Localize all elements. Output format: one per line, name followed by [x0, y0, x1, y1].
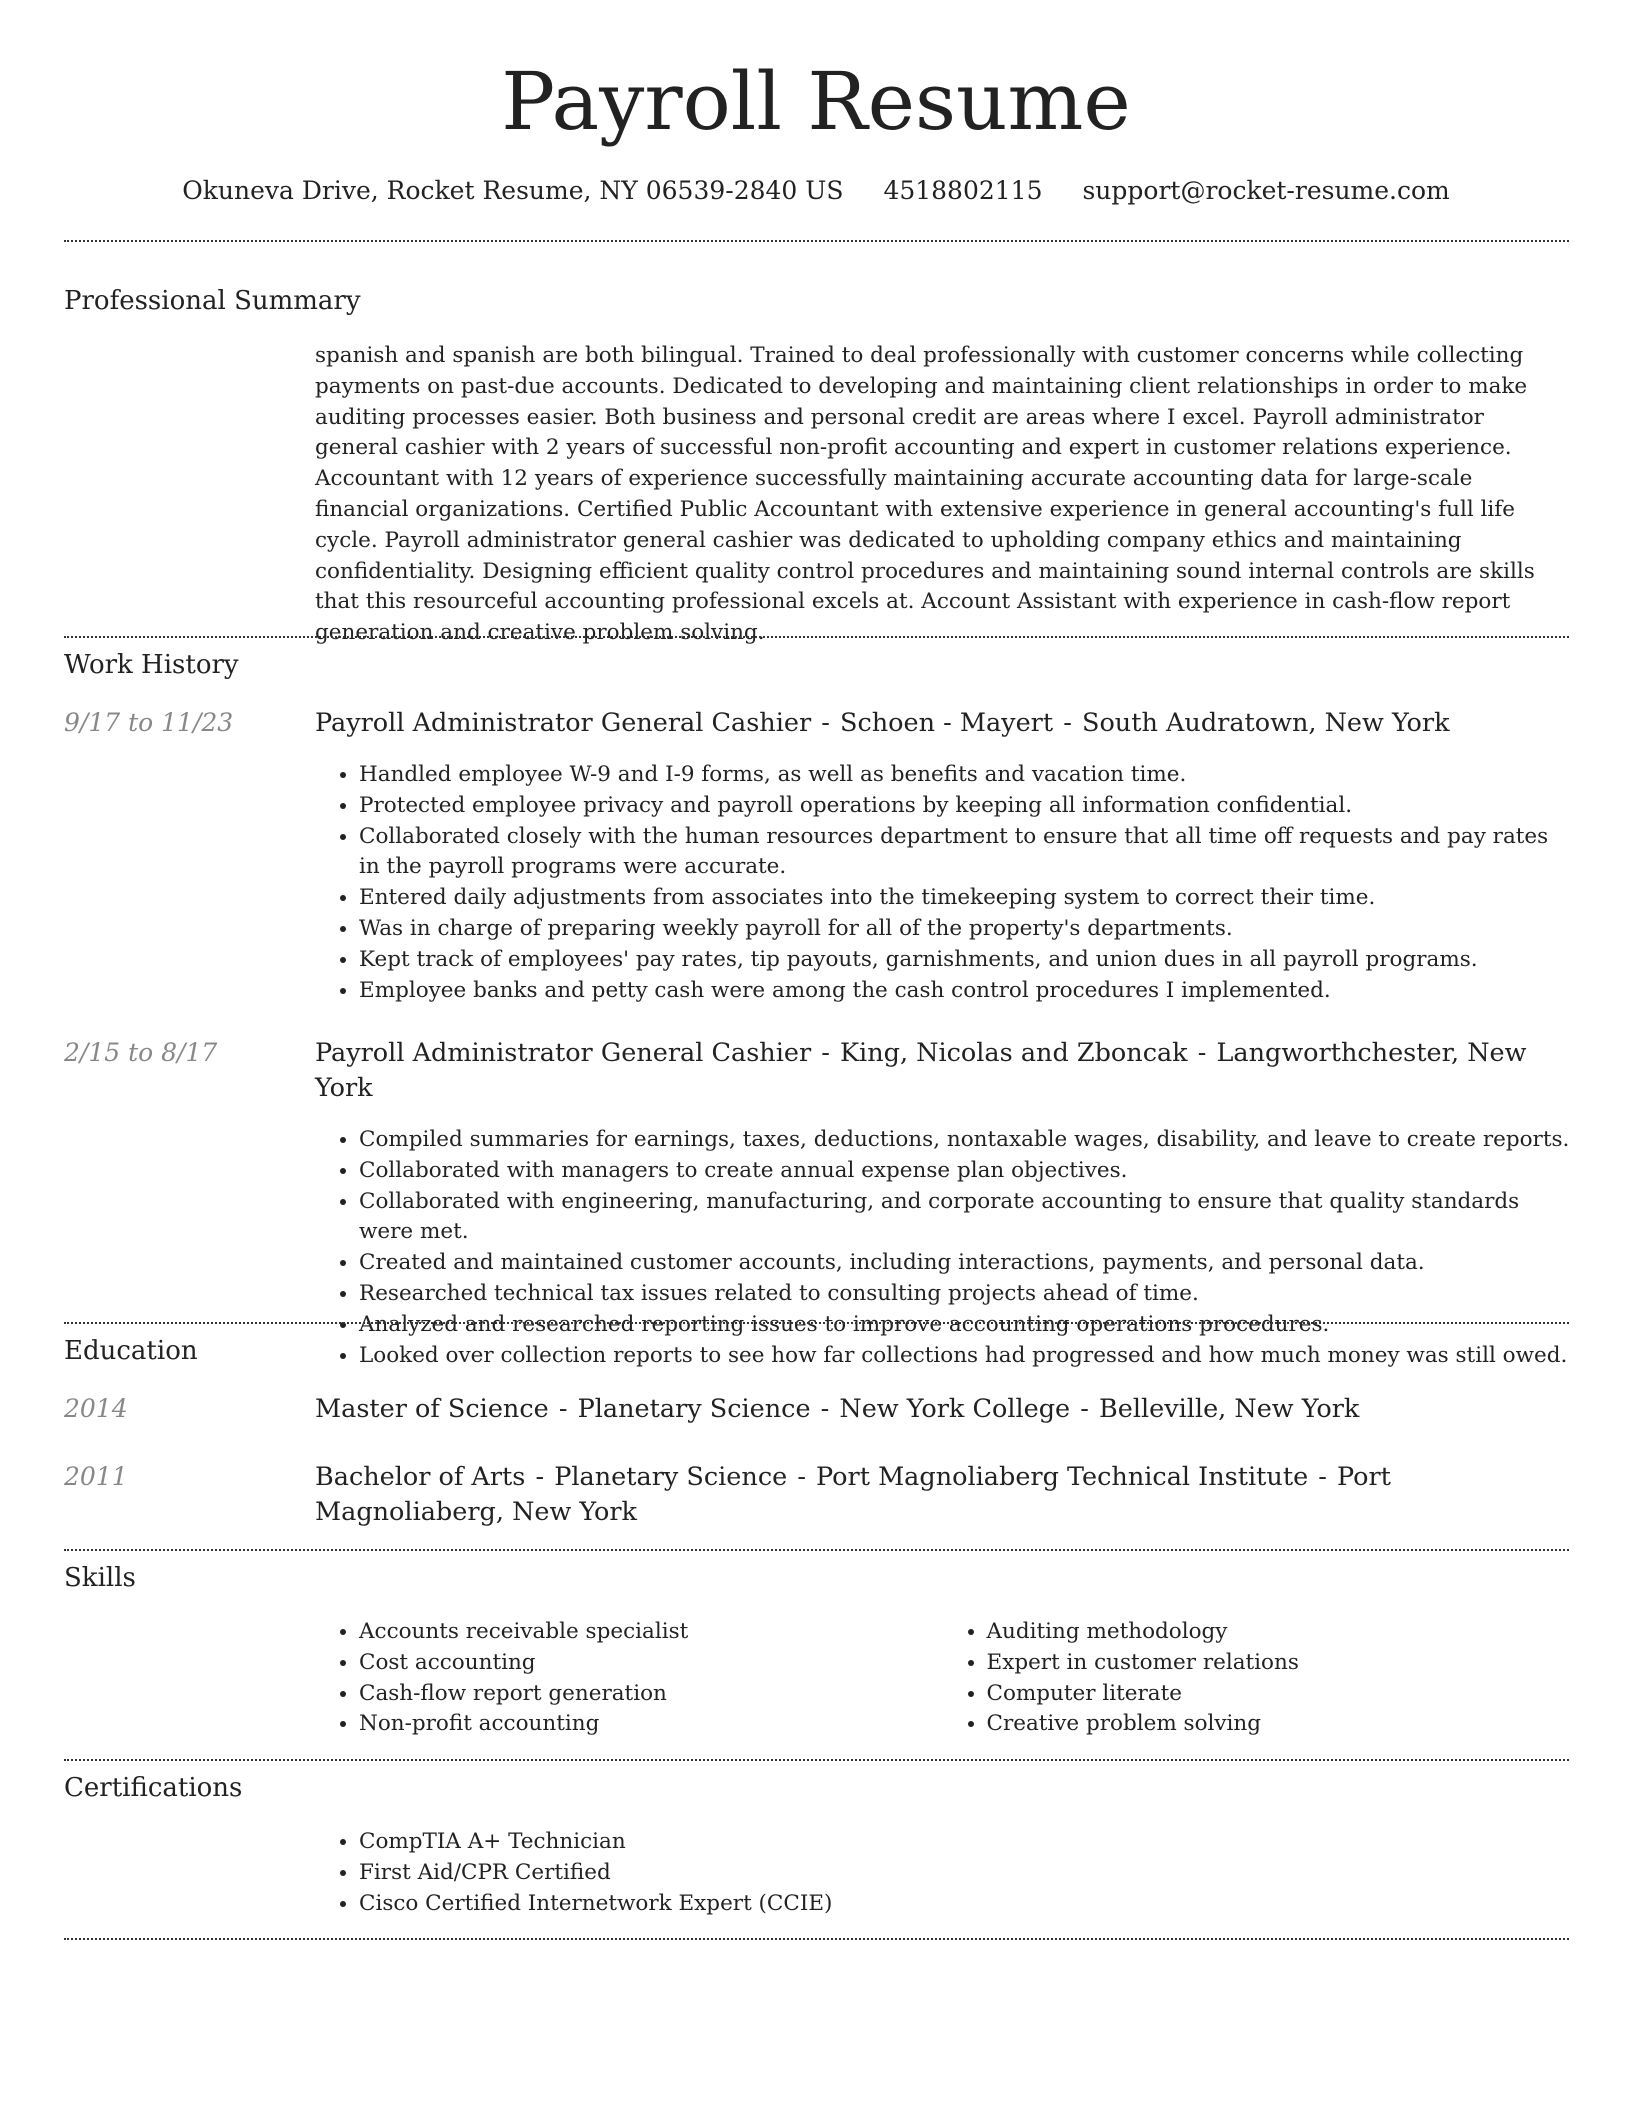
list-item: • Computer literate — [987, 1679, 1571, 1710]
skills-list-right — [943, 1617, 1571, 1740]
job-title — [315, 706, 1570, 741]
job-bullets — [315, 760, 1570, 1006]
list-item: • First Aid/CPR Certified — [359, 1858, 1570, 1889]
separator: - — [797, 1462, 806, 1492]
section-divider — [64, 1549, 1569, 1551]
section-title-summary: Professional Summary — [64, 286, 361, 316]
separator: - — [558, 1394, 568, 1424]
skills-columns — [315, 1617, 1570, 1740]
section-divider — [64, 636, 1569, 638]
job-bullets — [315, 1125, 1570, 1371]
separator: - — [1197, 1038, 1207, 1068]
summary-text: spanish and spanish are both bilingual. Trained to deal professionally with customer concerns while collecting payments on past-due accounts. Dedicated to developing and maintaining client relationships in order to make auditing processes easier. Both business and personal credit are areas where I excel. Payroll administrator general cashier with 2 years of successful non-profit accounting and expert in customer relations experience. Accountant with 12 years of experience successfully maintaining accurate accounting data for large-scale financial organizations. Certified Public Accountant with extensive experience in general accounting's full life cycle. Payroll administrator general cashier was dedicated to upholding company ethics and maintaining confidentiality. Designing efficient quality control procedures and maintaining sound internal controls are skills that this resourceful accounting professional excels at. Account Assistant with experience in cash-flow report generation and creative problem solving. — [315, 343, 1535, 646]
separator: - — [821, 708, 830, 738]
job-role: Payroll Administrator General Cashier — [315, 708, 812, 738]
list-item: • Non-profit accounting — [359, 1709, 943, 1740]
certifications-list — [315, 1827, 1570, 1919]
contact-line — [0, 174, 1632, 208]
education-field: Planetary Science — [554, 1462, 788, 1492]
separator: - — [1063, 708, 1072, 738]
list-item: • Kept track of employees' pay rates, tip payouts, garnishments, and union dues in all payroll programs. — [359, 945, 1570, 976]
list-item: • Cost accounting — [359, 1648, 943, 1679]
separator: - — [535, 1462, 545, 1492]
list-item: • Looked over collection reports to see how far collections had progressed and how much money was still owed. — [359, 1341, 1570, 1372]
list-item: • Collaborated closely with the human resources department to ensure that all time off requests and pay rates in the payroll programs were accurate. — [359, 822, 1570, 884]
education-title — [315, 1392, 1570, 1427]
list-item: • Researched technical tax issues related to consulting projects ahead of time. — [359, 1279, 1570, 1310]
separator: - — [820, 1394, 830, 1424]
list-item: • Creative problem solving — [987, 1709, 1571, 1740]
job-company: King, Nicolas and Zboncak — [840, 1038, 1188, 1068]
list-item: • Was in charge of preparing weekly payroll for all of the property's departments. — [359, 914, 1570, 945]
job-title — [315, 1036, 1570, 1106]
section-title-certifications: Certifications — [64, 1773, 243, 1803]
list-item: • Accounts receivable specialist — [359, 1617, 943, 1648]
section-divider — [64, 1322, 1569, 1324]
job-location: South Audratown, New York — [1081, 708, 1450, 738]
job-dates: 2/15 to 8/17 — [64, 1038, 218, 1067]
education-location: Belleville, New York — [1098, 1394, 1360, 1424]
section-title-skills: Skills — [64, 1563, 136, 1593]
list-item: • Collaborated with engineering, manufacturing, and corporate accounting to ensure that quality standards were met. — [359, 1187, 1570, 1249]
separator: - — [821, 1038, 830, 1068]
section-divider — [64, 1938, 1569, 1940]
list-item: • Analyzed and researched reporting issues to improve accounting operations procedures. — [359, 1310, 1570, 1341]
job-company: Schoen - Mayert — [840, 708, 1054, 738]
list-item: • Handled employee W-9 and I-9 forms, as well as benefits and vacation time. — [359, 760, 1570, 791]
summary-block — [315, 341, 1570, 649]
section-title-work: Work History — [64, 650, 239, 680]
education-field: Planetary Science — [577, 1394, 811, 1424]
list-item: • Collaborated with managers to create annual expense plan objectives. — [359, 1156, 1570, 1187]
list-item: • Cash-flow report generation — [359, 1679, 943, 1710]
job-role: Payroll Administrator General Cashier — [315, 1038, 812, 1068]
separator: - — [1080, 1394, 1089, 1424]
certifications-block — [315, 1827, 1570, 1919]
education-location: Port Magnoliaberg, New York — [315, 1462, 1391, 1527]
list-item: • Expert in customer relations — [987, 1648, 1571, 1679]
resume-title: Payroll Resume — [501, 55, 1131, 148]
education-degree: Bachelor of Arts — [315, 1462, 526, 1492]
list-item: • Auditing methodology — [987, 1617, 1571, 1648]
job-entry — [315, 706, 1570, 1006]
contact-email: support@rocket-resume.com — [1082, 176, 1450, 205]
list-item: • Cisco Certified Internetwork Expert (CCIE) — [359, 1889, 1570, 1920]
list-item: • CompTIA A+ Technician — [359, 1827, 1570, 1858]
list-item: • Employee banks and petty cash were among the cash control procedures I implemented. — [359, 976, 1570, 1007]
list-item: • Created and maintained customer accounts, including interactions, payments, and personal data. — [359, 1248, 1570, 1279]
list-item: • Compiled summaries for earnings, taxes, deductions, nontaxable wages, disability, and leave to create reports. — [359, 1125, 1570, 1156]
skills-list-left — [315, 1617, 943, 1740]
list-item: • Protected employee privacy and payroll operations by keeping all information confidential. — [359, 791, 1570, 822]
list-item: • Entered daily adjustments from associates into the timekeeping system to correct their time. — [359, 883, 1570, 914]
education-school: New York College — [839, 1394, 1071, 1424]
education-entry — [315, 1460, 1570, 1530]
section-divider — [64, 240, 1569, 242]
contact-phone: 4518802115 — [883, 176, 1043, 205]
separator: - — [1318, 1462, 1327, 1492]
education-degree: Master of Science — [315, 1394, 549, 1424]
education-title — [315, 1460, 1570, 1530]
contact-address: Okuneva Drive, Rocket Resume, NY 06539-2840 US — [182, 176, 844, 205]
education-year: 2014 — [64, 1394, 128, 1423]
job-location: Langworthchester, New York — [315, 1038, 1527, 1103]
section-divider — [64, 1759, 1569, 1761]
education-year: 2011 — [64, 1462, 128, 1491]
job-dates: 9/17 to 11/23 — [64, 708, 234, 737]
education-school: Port Magnoliaberg Technical Institute — [816, 1462, 1309, 1492]
section-title-education: Education — [64, 1336, 198, 1366]
education-entry — [315, 1392, 1570, 1427]
